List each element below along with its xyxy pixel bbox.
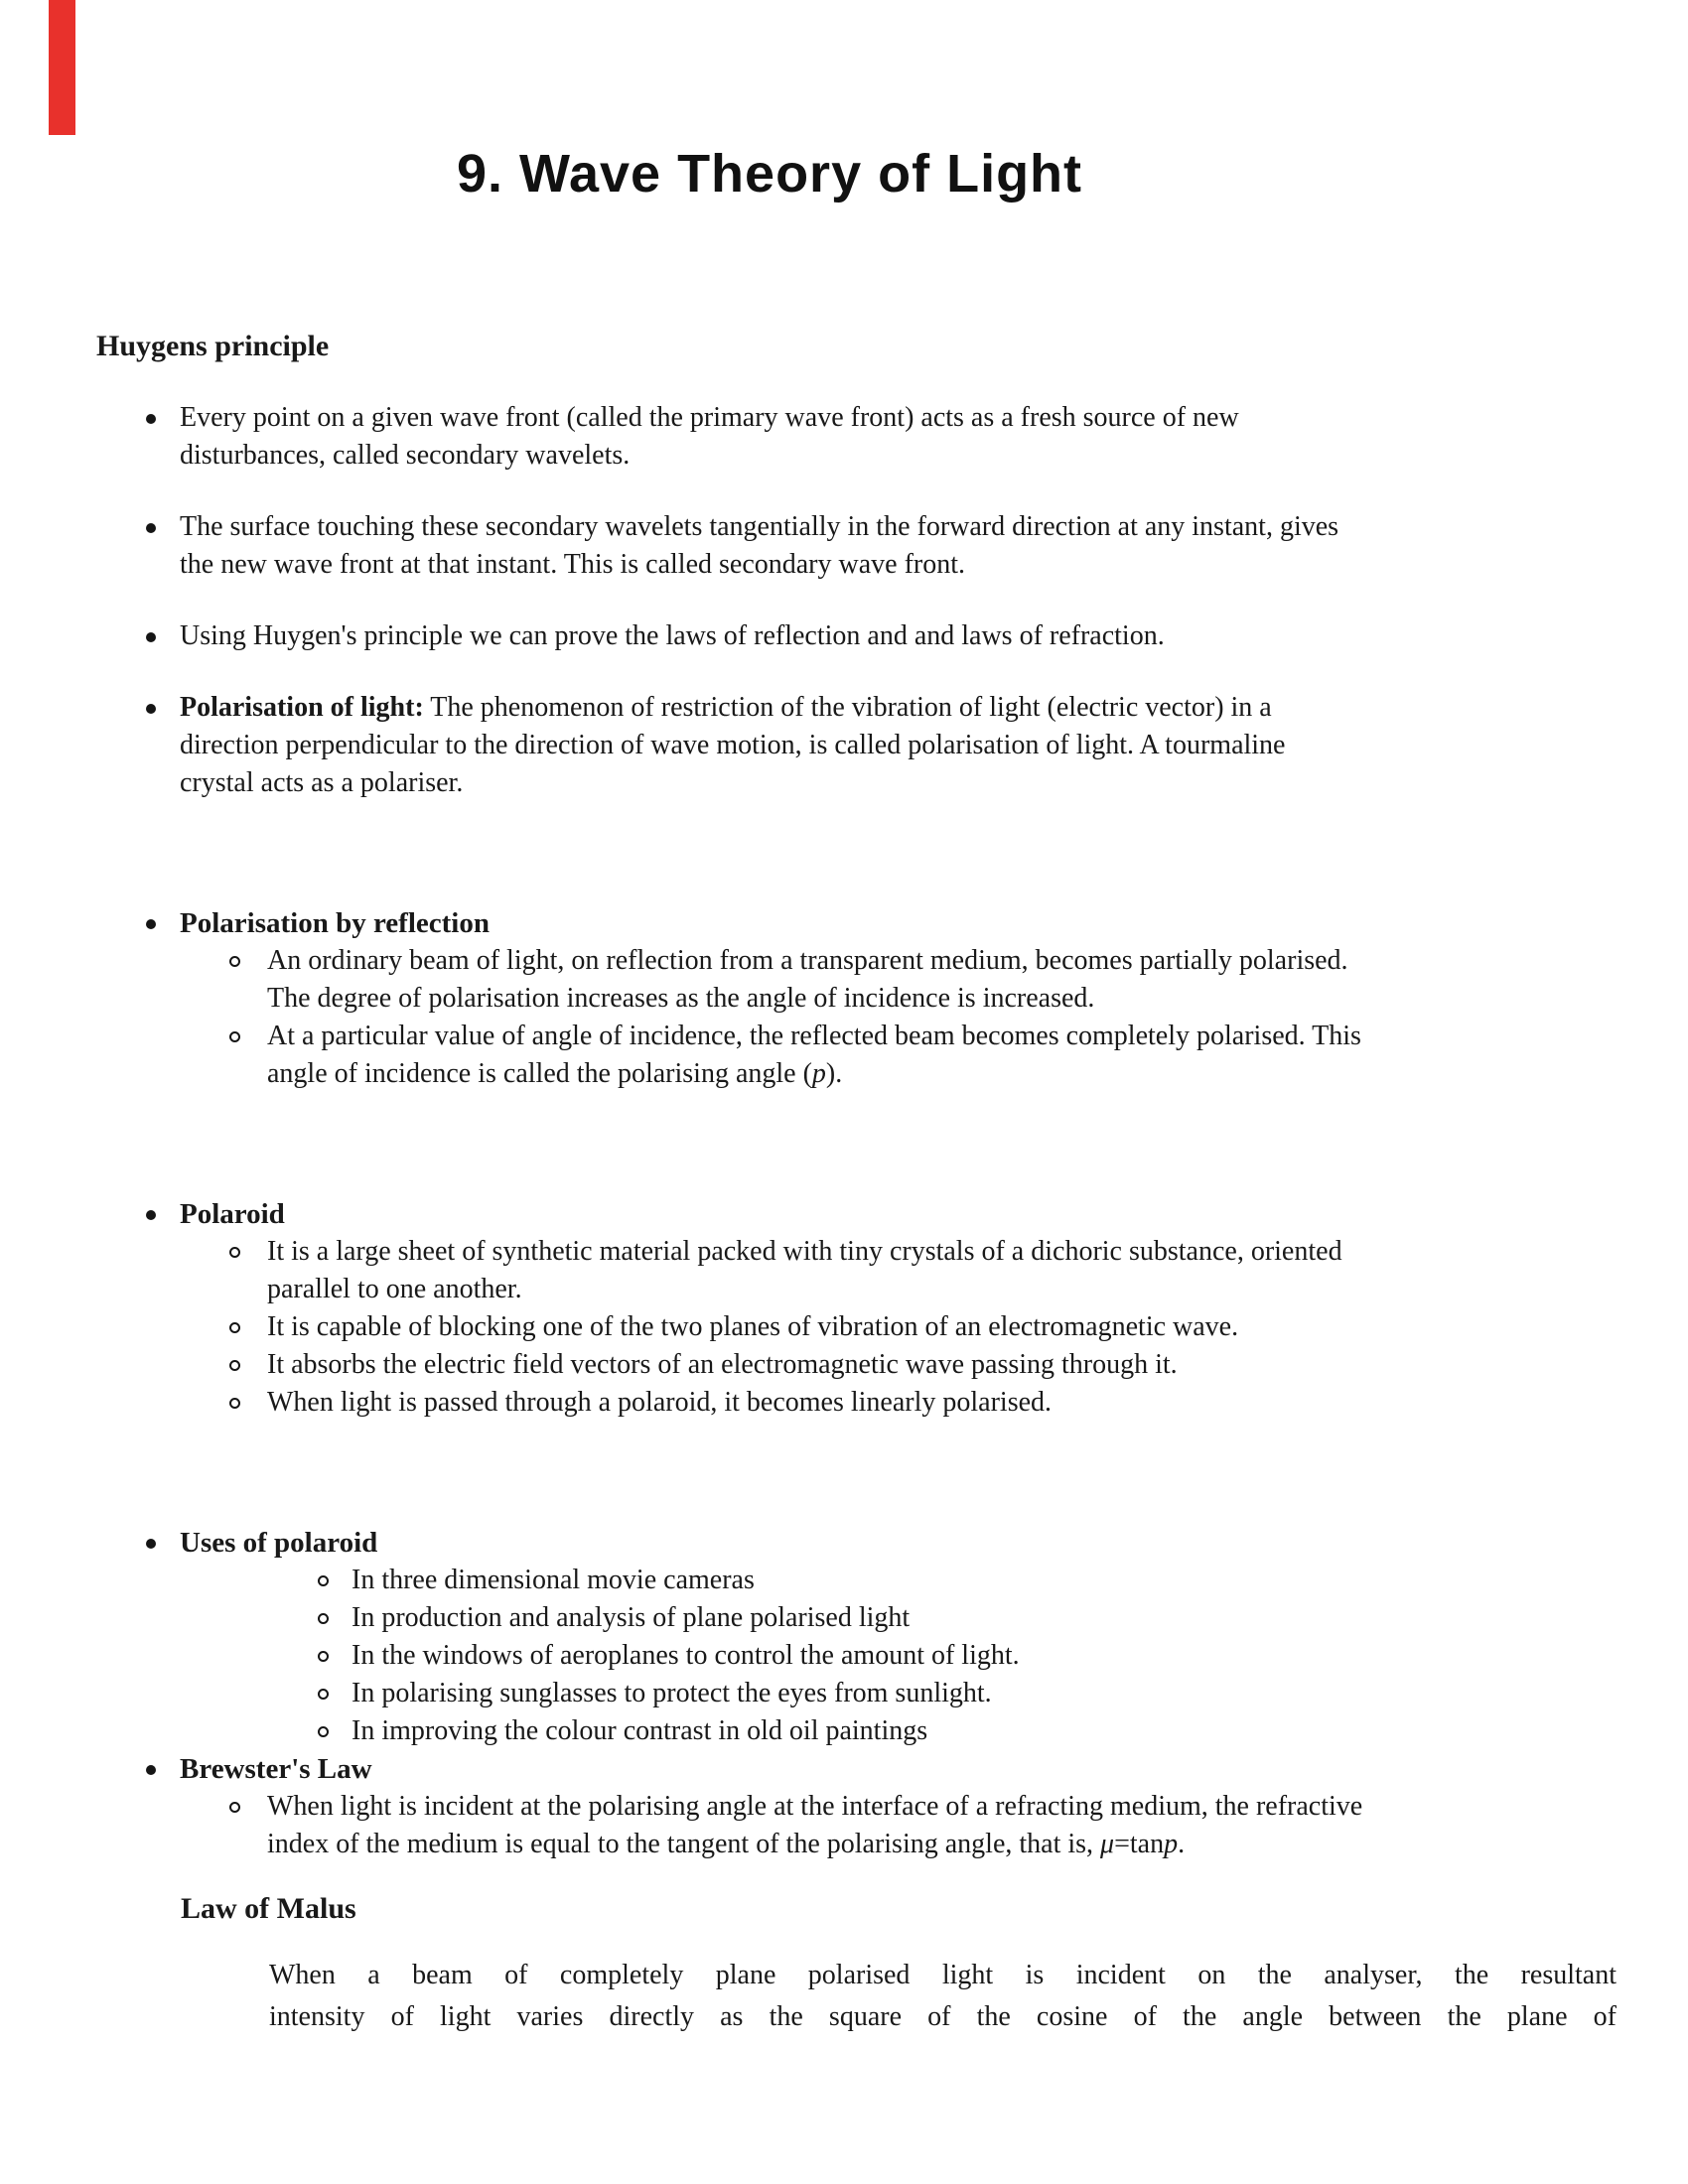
text-line: [267, 1233, 1628, 1271]
bullet-item: [0, 1562, 1688, 1599]
text-run: In production and analysis of plane polarised light: [352, 1602, 911, 1633]
bullet-circle-icon: [318, 1613, 329, 1624]
scanner-red-margin-mark: [49, 0, 75, 135]
text-line: [180, 546, 1618, 584]
text-line: [352, 1675, 1628, 1712]
bullet-disc-icon: [146, 523, 156, 533]
bullet-heading: [0, 1750, 1688, 1788]
text-run: The phenomenon of restriction of the vibration of light (electric vector) in a: [423, 692, 1272, 723]
text-run: Every point on a given wave front (called the primary wave front) acts as a fresh source of new: [180, 402, 1239, 433]
bullet-circle-icon: [229, 1247, 240, 1258]
bullet-circle-icon: [229, 1322, 240, 1333]
bullet-item: [0, 1384, 1688, 1422]
bullet-heading: [0, 1524, 1688, 1562]
bullet-item: [0, 1712, 1688, 1750]
text-line: [267, 1788, 1628, 1826]
bullet-disc-icon: [146, 704, 156, 714]
text-line: [269, 1955, 1617, 1996]
text-line: [267, 942, 1628, 980]
text-run: At a particular value of angle of incidence, the reflected beam becomes completely polarised. This: [267, 1021, 1361, 1051]
text-line: [180, 689, 1618, 727]
bullet-heading: [0, 1195, 1688, 1233]
text-line: [267, 1826, 1628, 1863]
text-run: In three dimensional movie cameras: [352, 1565, 755, 1595]
text-line: [180, 1524, 1618, 1562]
bullet-circle-icon: [229, 956, 240, 967]
text-run: intensity of light varies directly as the square of the cosine of the angle between the plane of: [269, 2001, 1617, 2032]
paragraph: [269, 1955, 1617, 2038]
document-content: [0, 328, 1688, 2038]
text-run: crystal acts as a polariser.: [180, 767, 464, 798]
text-line: [352, 1637, 1628, 1675]
text-run: Brewster's Law: [180, 1753, 372, 1785]
text-run: =tan: [1114, 1829, 1165, 1859]
text-run: parallel to one another.: [267, 1274, 522, 1304]
bullet-item: [0, 508, 1688, 584]
bullet-disc-icon: [146, 414, 156, 424]
bullet-disc-icon: [146, 1765, 156, 1775]
text-line: [181, 1890, 1618, 1928]
bullet-circle-icon: [229, 1360, 240, 1371]
text-line: [180, 617, 1618, 655]
text-line: [180, 1750, 1618, 1788]
text-run: When light is passed through a polaroid, it becomes linearly polarised.: [267, 1387, 1053, 1418]
text-run: Huygens principle: [96, 330, 330, 362]
text-run: Using Huygen's principle we can prove the laws of reflection and and laws of refraction.: [180, 620, 1165, 651]
bullet-disc-icon: [146, 919, 156, 929]
text-run: p: [811, 1058, 826, 1089]
bullet-disc-icon: [146, 632, 156, 642]
text-line: [267, 1271, 1628, 1308]
bullet-circle-icon: [318, 1651, 329, 1662]
section-heading: [96, 328, 1618, 365]
text-line: [267, 980, 1628, 1018]
text-run: In polarising sunglasses to protect the eyes from sunlight.: [352, 1678, 992, 1708]
text-line: [267, 1308, 1628, 1346]
bullet-item: [0, 1346, 1688, 1384]
text-line: [352, 1712, 1628, 1750]
bullet-disc-icon: [146, 1539, 156, 1549]
bullet-item: [0, 1308, 1688, 1346]
text-run: An ordinary beam of light, on reflection from a transparent medium, becomes partially polarised.: [267, 945, 1348, 976]
text-run: direction perpendicular to the direction of wave motion, is called polarisation of light. A tourmaline: [180, 730, 1286, 760]
text-line: [180, 1195, 1618, 1233]
text-run: the new wave front at that instant. This is called secondary wave front.: [180, 549, 966, 580]
text-line: [180, 727, 1618, 764]
bullet-item: [0, 1675, 1688, 1712]
bullet-circle-icon: [318, 1726, 329, 1737]
bullet-item: [0, 1788, 1688, 1863]
text-run: p: [1164, 1829, 1179, 1859]
text-run: angle of incidence is called the polarising angle (: [267, 1058, 812, 1089]
text-run: It is a large sheet of synthetic material packed with tiny crystals of a dichoric substance, oriented: [267, 1236, 1342, 1267]
bullet-circle-icon: [229, 1031, 240, 1042]
text-run: Polarisation by reflection: [180, 907, 490, 939]
text-run: In the windows of aeroplanes to control the amount of light.: [352, 1640, 1020, 1671]
bullet-item: [0, 689, 1688, 802]
text-run: When light is incident at the polarising angle at the interface of a refracting medium, the refractive: [267, 1791, 1363, 1822]
text-line: [267, 1018, 1628, 1055]
text-run: .: [1178, 1829, 1186, 1859]
text-line: [269, 1996, 1617, 2038]
text-run: The surface touching these secondary wavelets tangentially in the forward direction at any instant, gives: [180, 511, 1339, 542]
text-run: It is capable of blocking one of the two planes of vibration of an electromagnetic wave.: [267, 1311, 1239, 1342]
bullet-circle-icon: [318, 1689, 329, 1700]
bullet-circle-icon: [318, 1575, 329, 1586]
bullet-item: [0, 1599, 1688, 1637]
bullet-circle-icon: [229, 1802, 240, 1813]
section-heading: [181, 1890, 1618, 1928]
text-line: [180, 764, 1618, 802]
bullet-heading: [0, 904, 1688, 942]
bullet-disc-icon: [146, 1210, 156, 1220]
text-run: index of the medium is equal to the tangent of the polarising angle, that is,: [267, 1829, 1101, 1859]
text-line: [180, 437, 1618, 475]
text-line: [267, 1055, 1628, 1093]
text-run: ).: [825, 1058, 843, 1089]
text-line: [352, 1562, 1628, 1599]
text-run: The degree of polarisation increases as the angle of incidence is increased.: [267, 983, 1095, 1014]
text-run: In improving the colour contrast in old oil paintings: [352, 1715, 928, 1746]
text-line: [267, 1346, 1628, 1384]
text-run: Polarisation of light:: [180, 692, 424, 723]
text-run: Law of Malus: [181, 1892, 356, 1925]
text-run: Polaroid: [180, 1198, 285, 1230]
bullet-item: [0, 399, 1688, 475]
bullet-item: [0, 1018, 1688, 1093]
text-run: It absorbs the electric field vectors of an electromagnetic wave passing through it.: [267, 1349, 1178, 1380]
page-title: 9. Wave Theory of Light: [456, 144, 1083, 204]
text-line: [180, 904, 1618, 942]
text-run: disturbances, called secondary wavelets.: [180, 440, 631, 471]
text-line: [180, 399, 1618, 437]
bullet-circle-icon: [229, 1398, 240, 1409]
text-line: [352, 1599, 1628, 1637]
text-line: [180, 508, 1618, 546]
text-run: Uses of polaroid: [180, 1527, 378, 1559]
text-line: [267, 1384, 1628, 1422]
bullet-item: [0, 1637, 1688, 1675]
bullet-item: [0, 942, 1688, 1018]
text-run: When a beam of completely plane polarised light is incident on the analyser, the resultant: [269, 1960, 1617, 1990]
bullet-item: [0, 617, 1688, 655]
text-run: μ: [1100, 1829, 1115, 1859]
bullet-item: [0, 1233, 1688, 1308]
text-line: [96, 328, 1618, 365]
